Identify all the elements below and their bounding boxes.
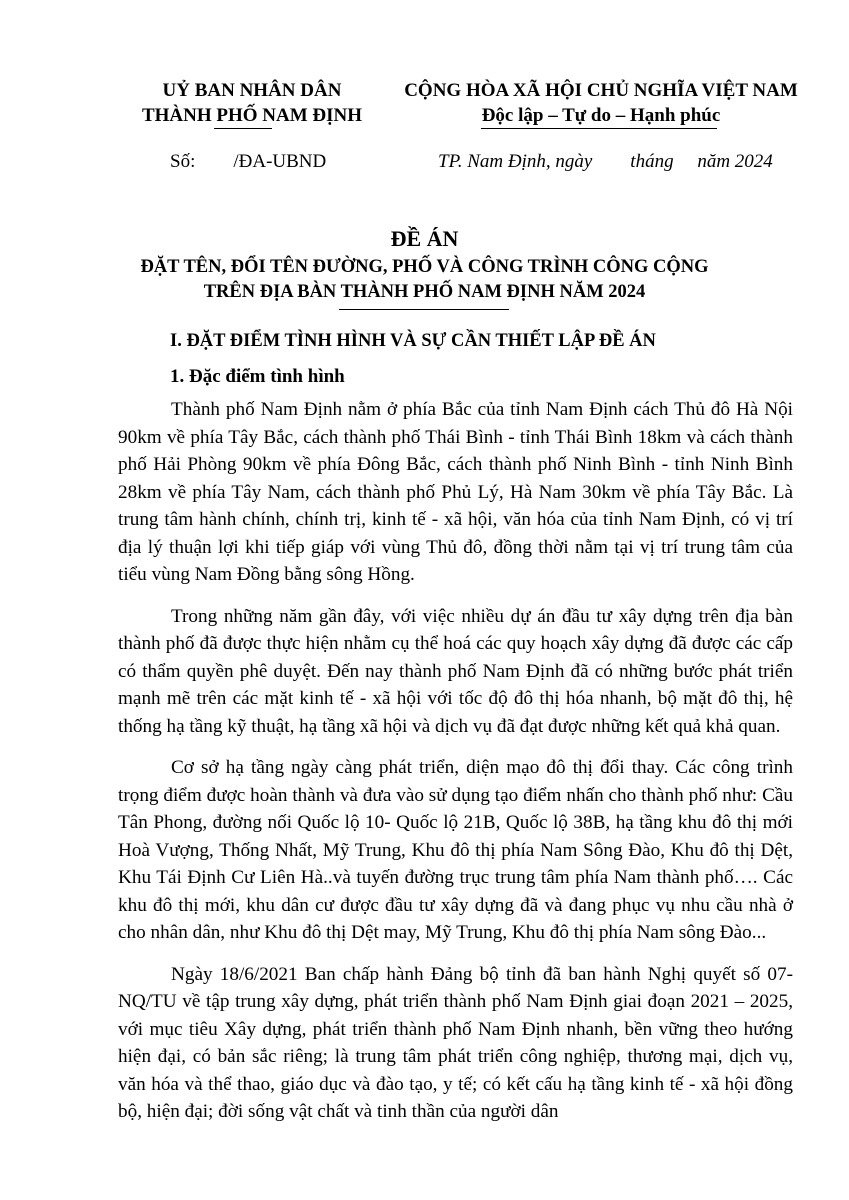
body-text — [118, 396, 793, 1140]
issuing-authority — [118, 78, 386, 128]
document-date: TP. Nam Định, ngày tháng năm 2024 — [438, 151, 773, 172]
title-underline — [339, 309, 509, 310]
paragraph: Thành phố Nam Định nằm ở phía Bắc của tỉnh Nam Định cách Thủ đô Hà Nội 90km về phía Tây Bắc, cách thành phố Thái Bình - tỉnh Thái Bình 18km và cách thành phố Hải Phòng 90km về phía Đông Bắc, cách thành phố Ninh Bình - tỉnh Ninh Bình 28km về phía Tây Nam, cách thành phố Phủ Lý, Hà Nam 30km về phía Tây Bắc. Là trung tâm hành chính, chính trị, kinh tế - xã hội, văn hóa của tỉnh Nam Định, có vị trí địa lý thuận lợi khi tiếp giáp với vùng Thủ đô, đồng thời nằm tại vị trí trung tâm của tiểu vùng Nam Đồng bằng sông Hồng. — [118, 399, 793, 585]
paragraph: Ngày 18/6/2021 Ban chấp hành Đảng bộ tỉnh đã ban hành Nghị quyết số 07-NQ/TU về tập trung xây dựng, phát triển thành phố Nam Định giai đoạn 2021 – 2025, với mục tiêu Xây dựng, phát triển thành phố Nam Định nhanh, bền vững theo hướng hiện đại, có bản sắc riêng; là trung tâm phát triển công nghiệp, thương mại, dịch vụ, văn hóa và thể thao, giáo dục và đào tạo, y tế; có kết cấu hạ tầng kinh tế - xã hội đồng bộ, hiện đại; đời sống vật chất và tinh thần của người dân — [118, 963, 793, 1122]
nation-name: CỘNG HÒA XÃ HỘI CHỦ NGHĨA VIỆT NAM — [404, 80, 798, 101]
subtitle-line-1: ĐẶT TÊN, ĐỔI TÊN ĐƯỜNG, PHỐ VÀ CÔNG TRÌNH CÔNG CỘNG — [140, 257, 709, 277]
motto-underline — [481, 128, 717, 129]
authority-line-1: UỶ BAN NHÂN DÂN — [162, 80, 342, 101]
paragraph: Cơ sở hạ tầng ngày càng phát triển, diện mạo đô thị đổi thay. Các công trình trọng điểm được hoàn thành và đưa vào sử dụng tạo điểm nhấn cho thành phố như: Cầu Tân Phong, đường nối Quốc lộ 10- Quốc lộ 21B, Quốc lộ 38B, hạ tầng khu đô thị mới Hoà Vượng, Thống Nhất, Mỹ Trung, Khu đô thị phía Nam Sông Đào, Khu đô thị Dệt, Khu Tái Định Cư Liên Hà..và tuyến đường trục trung tâm phía Nam thành phố…. Các khu đô thị mới, khu dân cư được đầu tư xây dựng đã và đang phục vụ nhu cầu nhà ở cho nhân dân, như Khu đô thị Dệt may, Mỹ Trung, Khu đô thị phía Nam sông Đào... — [118, 757, 793, 943]
subtitle-line-2: TRÊN ĐỊA BÀN THÀNH PHỐ NAM ĐỊNH NĂM 2024 — [203, 282, 646, 302]
section-heading: I. ĐẶT ĐIỂM TÌNH HÌNH VÀ SỰ CẦN THIẾT LẬP ĐỀ ÁN — [170, 331, 656, 351]
national-motto — [396, 78, 806, 128]
document-number: Số: /ĐA-UBND — [170, 151, 327, 172]
authority-underline — [214, 128, 272, 129]
authority-line-2: THÀNH PHỐ NAM ĐỊNH — [141, 105, 363, 126]
paragraph: Trong những năm gần đây, với việc nhiều dự án đầu tư xây dựng trên địa bàn thành phố đã được thực hiện nhằm cụ thể hoá các quy hoạch xây dựng đã được các cấp có thẩm quyền phê duyệt. Đến nay thành phố Nam Định đã có những bước phát triển mạnh mẽ trên các mặt kinh tế - xã hội với tốc độ đô thị hóa nhanh, bộ mặt đô thị, hệ thống hạ tầng kỹ thuật, hạ tầng xã hội và dịch vụ đã đạt được những kết quả khả quan. — [118, 605, 793, 737]
document-subtitle — [0, 255, 849, 305]
motto-line: Độc lập – Tự do – Hạnh phúc — [481, 105, 721, 126]
subsection-heading: 1. Đặc điểm tình hình — [170, 366, 345, 387]
document-title: ĐỀ ÁN — [390, 226, 459, 251]
